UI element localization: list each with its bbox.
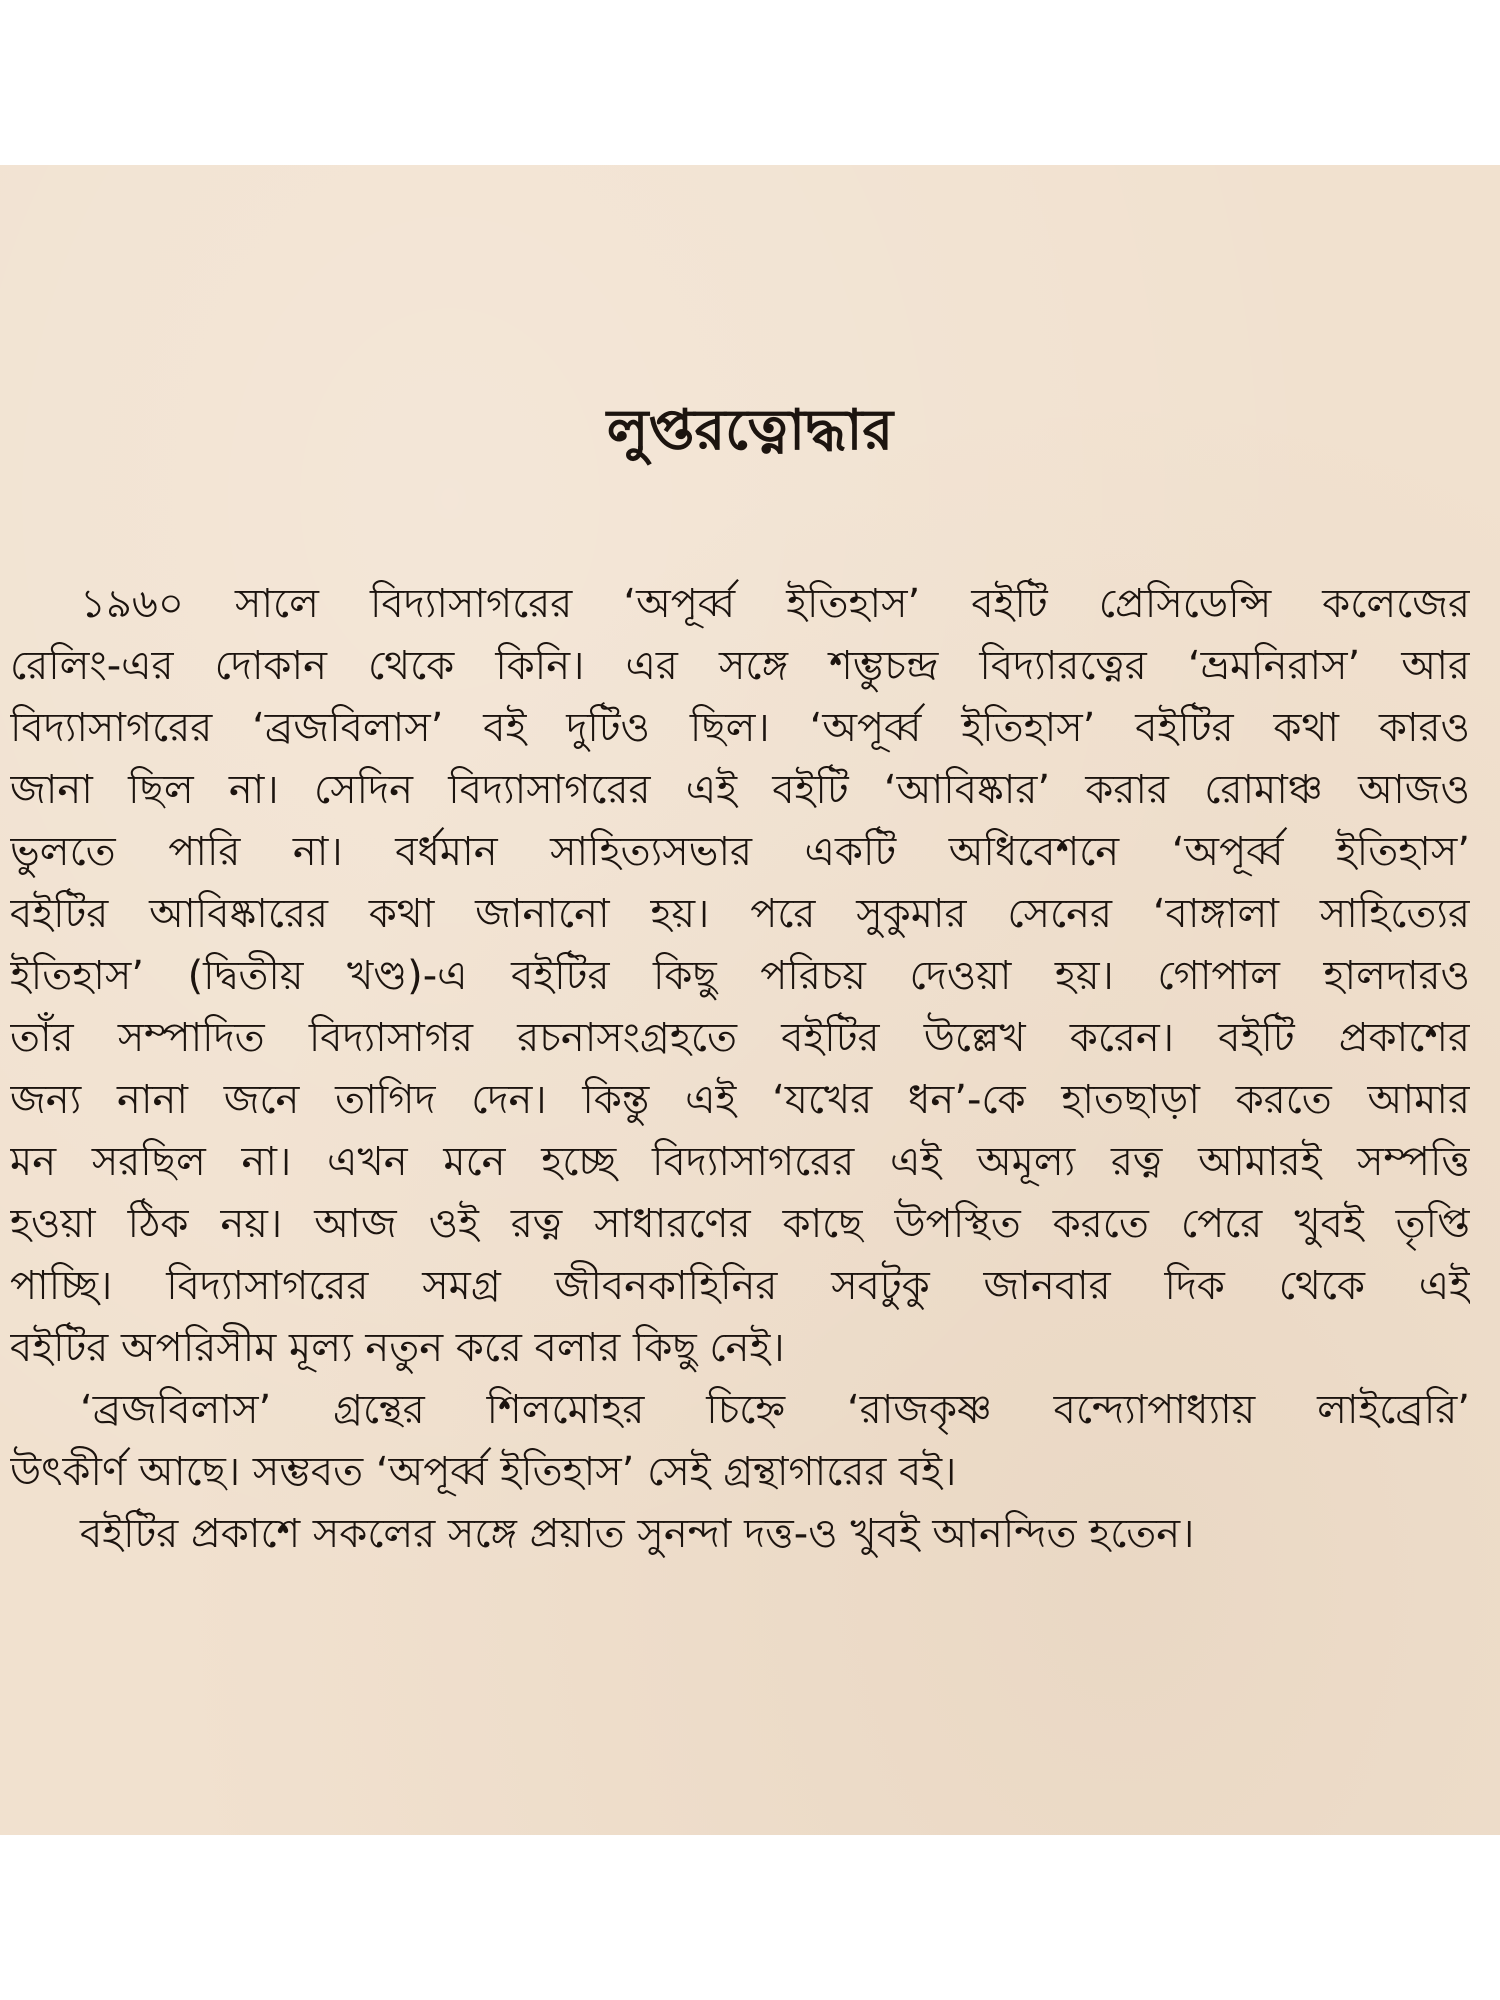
paragraph-line: পাচ্ছি। বিদ্যাসাগরের সমগ্র জীবনকাহিনির সবটুকু জানবার দিক থেকে এই	[10, 1263, 1470, 1309]
paragraph-line: বিদ্যাসাগরের ‘ব্রজবিলাস’ বই দুটিও ছিল। ‘অপূর্ব্ব ইতিহাস’ বইটির কথা কারও	[10, 705, 1470, 751]
paragraph-line: বইটির প্রকাশে সকলের সঙ্গে প্রয়াত সুনন্দা দত্ত-ও খুবই আনন্দিত হতেন।	[80, 1511, 1195, 1557]
paragraph-line: বইটির আবিষ্কারের কথা জানানো হয়। পরে সুকুমার সেনের ‘বাঙ্গালা সাহিত্যের	[10, 891, 1470, 937]
paragraph-line: বইটির অপরিসীম মূল্য নতুন করে বলার কিছু নেই।	[10, 1325, 785, 1371]
paragraph-line: ‘ব্রজবিলাস’ গ্রন্থের শিলমোহর চিহ্নে ‘রাজকৃষ্ণ বন্দ্যোপাধ্যায় লাইব্রেরি’	[80, 1387, 1470, 1433]
paragraph-line: রেলিং-এর দোকান থেকে কিনি। এর সঙ্গে শম্ভুচন্দ্র বিদ্যারত্নের ‘ভ্রমনিরাস’ আর	[10, 643, 1470, 689]
paragraph-line: ইতিহাস’ (দ্বিতীয় খণ্ড)-এ বইটির কিছু পরিচয় দেওয়া হয়। গোপাল হালদারও	[10, 953, 1470, 999]
paragraph-line: জানা ছিল না। সেদিন বিদ্যাসাগরের এই বইটি ‘আবিষ্কার’ করার রোমাঞ্চ আজও	[10, 767, 1470, 813]
paragraph-line: ১৯৬০ সালে বিদ্যাসাগরের ‘অপূর্ব্ব ইতিহাস’ বইটি প্রেসিডেন্সি কলেজের	[80, 581, 1470, 627]
paragraph-line: হওয়া ঠিক নয়। আজ ওই রত্ন সাধারণের কাছে উপস্থিত করতে পেরে খুবই তৃপ্তি	[10, 1201, 1470, 1247]
paragraph-line: উৎকীর্ণ আছে। সম্ভবত ‘অপূর্ব্ব ইতিহাস’ সেই গ্রন্থাগারের বই।	[10, 1449, 957, 1495]
page-title: লুপ্তরত্নোদ্ধার	[606, 398, 894, 463]
paragraph-line: তাঁর সম্পাদিত বিদ্যাসাগর রচনাসংগ্রহতে বইটির উল্লেখ করেন। বইটি প্রকাশের	[10, 1015, 1470, 1061]
book-page	[0, 165, 1500, 1835]
paragraph-line: জন্য নানা জনে তাগিদ দেন। কিন্তু এই ‘যখের ধন’-কে হাতছাড়া করতে আমার	[10, 1077, 1470, 1123]
paragraph-line: ভুলতে পারি না। বর্ধমান সাহিত্যসভার একটি অধিবেশনে ‘অপূর্ব্ব ইতিহাস’	[10, 829, 1470, 875]
paragraph-3	[10, 1503, 1470, 1565]
body-text	[10, 573, 1470, 1565]
paragraph-line: মন সরছিল না। এখন মনে হচ্ছে বিদ্যাসাগরের এই অমূল্য রত্ন আমারই সম্পত্তি	[10, 1139, 1470, 1185]
paragraph-2	[10, 1379, 1470, 1503]
paragraph-1	[10, 573, 1470, 1379]
